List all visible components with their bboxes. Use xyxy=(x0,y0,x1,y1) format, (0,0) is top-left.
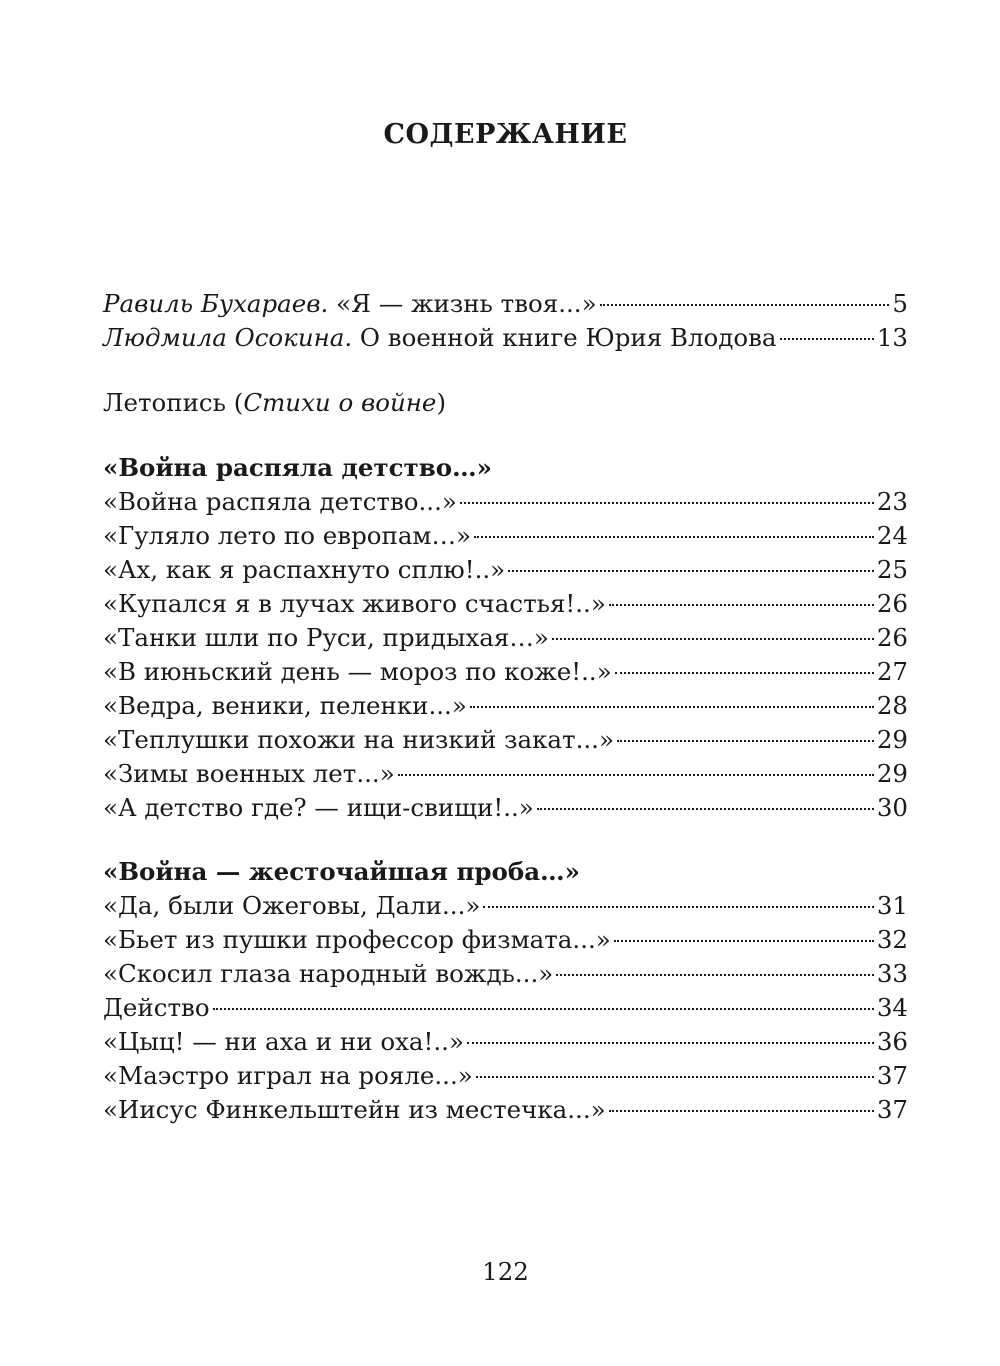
leader-dots xyxy=(780,338,874,340)
entry-author: Людмила Осокина. xyxy=(103,323,353,352)
entry-page: 29 xyxy=(876,725,908,754)
entry-page: 26 xyxy=(876,623,908,652)
toc-entry xyxy=(103,991,908,1025)
leader-dots xyxy=(483,906,873,908)
entry-page: 30 xyxy=(876,793,908,822)
entry-title: Действо xyxy=(103,993,210,1022)
leader-dots xyxy=(476,1076,874,1078)
leader-dots xyxy=(537,808,874,810)
entry-page: 27 xyxy=(876,657,908,686)
toc-entry xyxy=(103,321,908,355)
leader-dots xyxy=(508,570,874,572)
toc-entry xyxy=(103,1025,908,1059)
entry-page: 5 xyxy=(892,289,908,318)
toc-entry xyxy=(103,287,908,321)
entry-title: «Зимы военных лет...» xyxy=(103,759,395,788)
toc-entry xyxy=(103,923,908,957)
entry-title: «Гуляло лето по европам…» xyxy=(103,521,471,550)
entry-author: Равиль Бухараев. xyxy=(103,289,329,318)
entry-title: «Танки шли по Руси, придыхая…» xyxy=(103,623,549,652)
leader-dots xyxy=(556,974,874,976)
entry-page: 23 xyxy=(876,487,908,516)
toc-entry xyxy=(103,689,908,723)
section-heading: «Война — жесточайшая проба…» xyxy=(103,857,580,886)
leader-dots xyxy=(609,604,874,606)
leader-dots xyxy=(600,304,890,306)
toc-entry xyxy=(103,553,908,587)
toc-entry xyxy=(103,587,908,621)
section-heading: «Война распяла детство…» xyxy=(103,453,492,482)
page-number: 122 xyxy=(482,1257,529,1286)
leader-dots xyxy=(609,1110,874,1112)
entry-title: «В июньский день — мороз по коже!..» xyxy=(103,657,612,686)
entry-page: 28 xyxy=(876,691,908,720)
leader-dots xyxy=(460,502,874,504)
toc-entry xyxy=(103,723,908,757)
entry-page: 34 xyxy=(876,993,908,1022)
toc-entry xyxy=(103,655,908,689)
entry-title: «Война распяла детство...» xyxy=(103,487,457,516)
entry-page: 33 xyxy=(876,959,908,988)
page-title: СОДЕРЖАНИЕ xyxy=(383,119,628,150)
entry-page: 36 xyxy=(876,1027,908,1056)
entry-page: 37 xyxy=(876,1095,908,1124)
toc-entry xyxy=(103,757,908,791)
leader-dots xyxy=(474,536,874,538)
section-entries xyxy=(103,485,908,825)
toc-entry xyxy=(103,791,908,825)
leader-dots xyxy=(398,774,874,776)
entry-title: О военной книге Юрия Влодова xyxy=(352,323,777,352)
leader-dots xyxy=(614,940,874,942)
toc-entry xyxy=(103,621,908,655)
toc-page xyxy=(103,0,908,1366)
entry-title: «Да, были Ожеговы, Дали...» xyxy=(103,891,481,920)
leader-dots xyxy=(467,1042,874,1044)
entry-title: «Теплушки похожи на низкий закат...» xyxy=(103,725,614,754)
table-of-contents xyxy=(103,287,908,1127)
entry-title: «Скосил глаза народный вождь...» xyxy=(103,959,554,988)
entry-page: 25 xyxy=(876,555,908,584)
toc-entry xyxy=(103,957,908,991)
leader-dots xyxy=(470,706,874,708)
entry-title: «Ах, как я распахнуто сплю!..» xyxy=(103,555,506,584)
toc-entry xyxy=(103,519,908,553)
entry-page: 37 xyxy=(876,1061,908,1090)
entry-title: «Ведра, веники, пеленки...» xyxy=(103,691,467,720)
entry-page: 26 xyxy=(876,589,908,618)
entry-title: «Бьет из пушки профессор физмата...» xyxy=(103,925,611,954)
toc-entry xyxy=(103,889,908,923)
leader-dots xyxy=(617,740,874,742)
leader-dots xyxy=(213,1008,874,1010)
leader-dots xyxy=(615,672,874,674)
leader-dots xyxy=(552,638,874,640)
entry-page: 32 xyxy=(876,925,908,954)
section-entries xyxy=(103,889,908,1127)
entry-page: 29 xyxy=(876,759,908,788)
entry-title: «Купался я в лучах живого счастья!..» xyxy=(103,589,606,618)
entry-page: 31 xyxy=(876,891,908,920)
entry-page: 13 xyxy=(876,323,908,352)
toc-entry xyxy=(103,1059,908,1093)
entry-title: «Маэстро играл на рояле...» xyxy=(103,1061,473,1090)
entry-title: «Иисус Финкельштейн из местечка...» xyxy=(103,1095,606,1124)
entry-page: 24 xyxy=(876,521,908,550)
entry-title: «Цыц! — ни аха и ни оха!..» xyxy=(103,1027,464,1056)
chronicle-heading: Летопись (Стихи о войне) xyxy=(103,388,446,417)
chronicle-subtitle: Стихи о войне xyxy=(243,388,437,417)
entry-title: «Я — жизнь твоя...» xyxy=(328,289,597,318)
toc-entry xyxy=(103,1093,908,1127)
entry-title: «А детство где? — ищи-свищи!..» xyxy=(103,793,534,822)
toc-entry xyxy=(103,485,908,519)
